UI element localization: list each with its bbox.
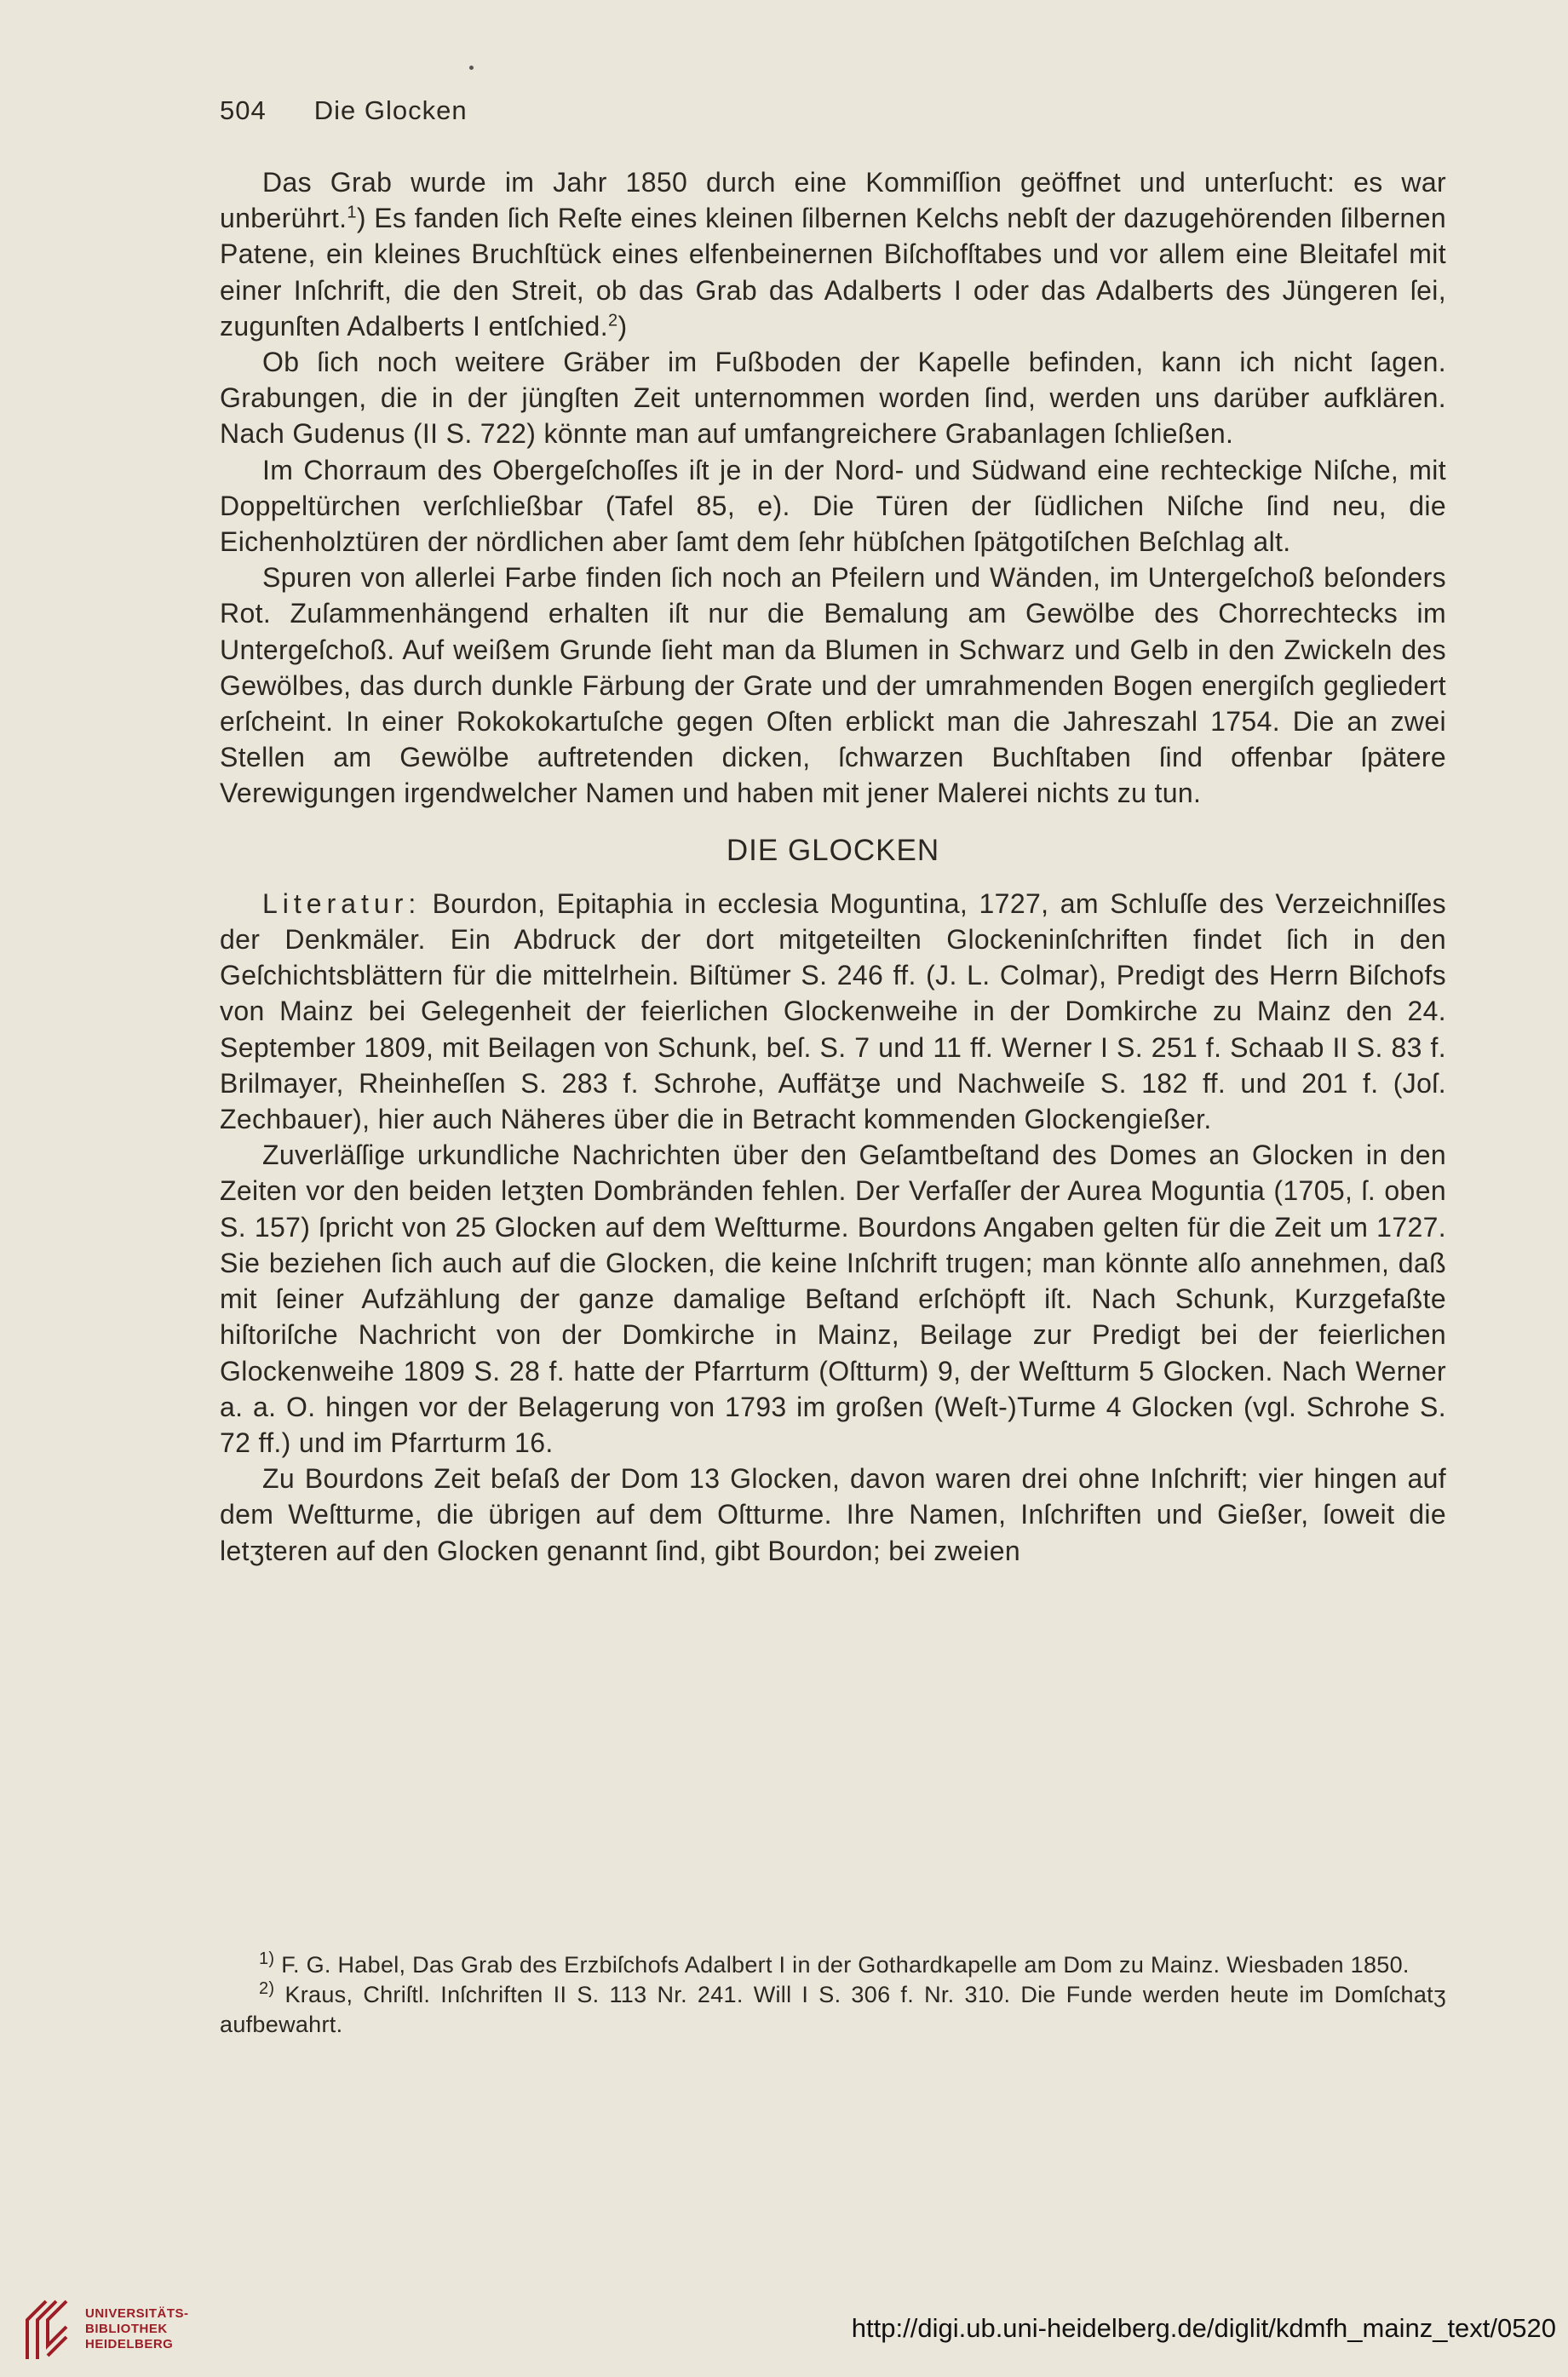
footnote: $^{1)}$ F. G. Habel, Das Grab des Erzbiſchofs Adalbert I in der Gothardkapelle am Dom zu Mainz. Wiesbaden 1850.: [259, 1949, 1410, 1978]
footnote-ref[interactable]: 2: [607, 311, 618, 330]
literature-label: Literatur:: [262, 887, 422, 919]
paragraph: Ob ſich noch weitere Gräber im Fußboden der Kapelle befinden, kann ich nicht ſagen. Grabungen, die in der jüngſten Zeit unternommen worden ſind, werden uns darüber aufklären. Nach Gudenus (II S. 722) könnte man auf umfangreichere Grabanlagen ſchließen.: [220, 347, 1446, 450]
literature-paragraph: [220, 886, 1446, 1137]
paragraph: Im Chorraum des Obergeſchoſſes iſt je in der Nord- und Südwand eine rechteckige Niſche, mit Doppeltürchen verſchließbar (Tafel 85, e). Die Türen der ſüdlichen Niſche ſind neu, die Eichenholztüren der nördlichen aber ſamt dem ſehr hübſchen ſpätgotiſchen Beſchlag alt.: [220, 454, 1446, 558]
scan-speck: [469, 66, 474, 70]
main-text: [220, 164, 1446, 1569]
library-logo[interactable]: [20, 2296, 216, 2364]
footnotes: [220, 1950, 1446, 2040]
section-title: DIE GLOCKEN: [726, 833, 940, 867]
footnote-ref[interactable]: 1: [347, 203, 357, 222]
paragraph: Das Grab wurde im Jahr 1850 durch eine Kommiſſion geöffnet und unterſucht: es war unberührt.$^1$) Es fanden ſich Reſte eines kleinen ſilbernen Kelchs nebſt der dazugehörenden ſilbernen Patene, ein kleines Bruchſtück eines elfenbeinernen Biſchofſtabes und vor allem eine Bleitafel mit einer Inſchrift, die den Streit, ob das Grab das Adalberts I oder das Adalberts des Jüngeren ſei, zugunſten Adalberts I entſchied.$^2$): [220, 167, 1446, 342]
page-number: 504: [220, 95, 267, 125]
paragraph: Zuverläſſige urkundliche Nachrichten über den Geſamtbeſtand des Domes an Glocken in den Zeiten vor den beiden letʒten Dombränden fehlen. Der Verfaſſer der Aurea Moguntia (1705, ſ. oben S. 157) ſpricht von 25 Glocken auf dem Weſtturme. Bourdons Angaben gelten für die Zeit um 1727. Sie beziehen ſich auch auf die Glocken, die keine Inſchrift trugen; man könnte alſo annehmen, daß mit ſeiner Aufzählung der ganze damalige Beſtand erſchöpft iſt. Nach Schunk, Kurzgefaßte hiſtoriſche Nachricht von der Domkirche in Mainz, Beilage zur Predigt bei der feierlichen Glockenweihe 1809 S. 28 f. hatte der Pfarrturm (Oſtturm) 9, der Weſtturm 5 Glocken. Nach Werner a. a. O. hingen vor der Belagerung von 1793 im großen (Weſt-)Turme 4 Glocken (vgl. Schrohe S. 72 ff.) und im Pfarrturm 16.: [220, 1140, 1446, 1458]
page-header: [220, 95, 1446, 126]
literature-text: Bourdon, Epitaphia in ecclesia Moguntina, 1727, am Schluſſe des Verzeichniſſes der Denkmäler. Ein Abdruck der dort mitgeteilten Glockeninſchriften findet ſich in den Geſchichtsblättern für die mittelrhein. Biſtümer S. 246 ff. (J. L. Colmar), Predigt des Herrn Biſchofs von Mainz bei Gelegenheit der feierlichen Glockenweihe in der Domkirche zu Mainz den 24. September 1809, mit Beilagen von Schunk, beſ. S. 7 und 11 ff. Werner I S. 251 f. Schaab II S. 83 f. Brilmayer, Rheinheſſen S. 283 f. Schrohe, Auffätʒe und Nachweiſe S. 182 ff. und 201 f. (Joſ. Zechbauer), hier auch Näheres über die in Betracht kommenden Glockengießer.: [220, 887, 1446, 1135]
library-emblem-icon: [20, 2296, 75, 2364]
library-name: UNIVERSITÄTS- BIBLIOTHEK HEIDELBERG: [85, 2306, 189, 2351]
paragraph: Spuren von allerlei Farbe finden ſich noch an Pfeilern und Wänden, im Untergeſchoß beſonders Rot. Zuſammenhängend erhalten iſt nur die Bemalung am Gewölbe des Chorrechtecks im Untergeſchoß. Auf weißem Grunde ſieht man da Blumen in Schwarz und Gelb in den Zwickeln des Gewölbes, das durch dunkle Färbung der Grate und der umrahmenden Bogen energiſch gegliedert erſcheint. In einer Rokokokartuſche gegen Oſten erblickt man die Jahreszahl 1754. Die an zwei Stellen am Gewölbe auftretenden dicken, ſchwarzen Buchſtaben ſind offenbar ſpätere Verewigungen irgendwelcher Namen und haben mit jener Malerei nichts zu tun.: [220, 562, 1446, 809]
running-title: Die Glocken: [313, 95, 468, 125]
paragraph: Zu Bourdons Zeit beſaß der Dom 13 Glocken, davon waren drei ohne Inſchrift; vier hingen auf dem Weſtturme, die übrigen auf dem Oſtturme. Ihre Namen, Inſchriften und Gießer, ſoweit die letʒteren auf den Glocken genannt ſind, gibt Bourdon; bei zweien: [220, 1463, 1446, 1566]
source-url[interactable]: http://digi.ub.uni-heidelberg.de/diglit/kdmfh_mainz_text/0520: [851, 2313, 1556, 2343]
footnote-mark: 2): [259, 1979, 275, 1998]
footnote: $^{2)}$ Kraus, Chriſtl. Inſchriften II S. 113 Nr. 241. Will I S. 306 f. Nr. 310. Die Funde werden heute im Domſchatʒ aufbewahrt.: [220, 1979, 1446, 2037]
footnote-mark: 1): [259, 1949, 275, 1968]
